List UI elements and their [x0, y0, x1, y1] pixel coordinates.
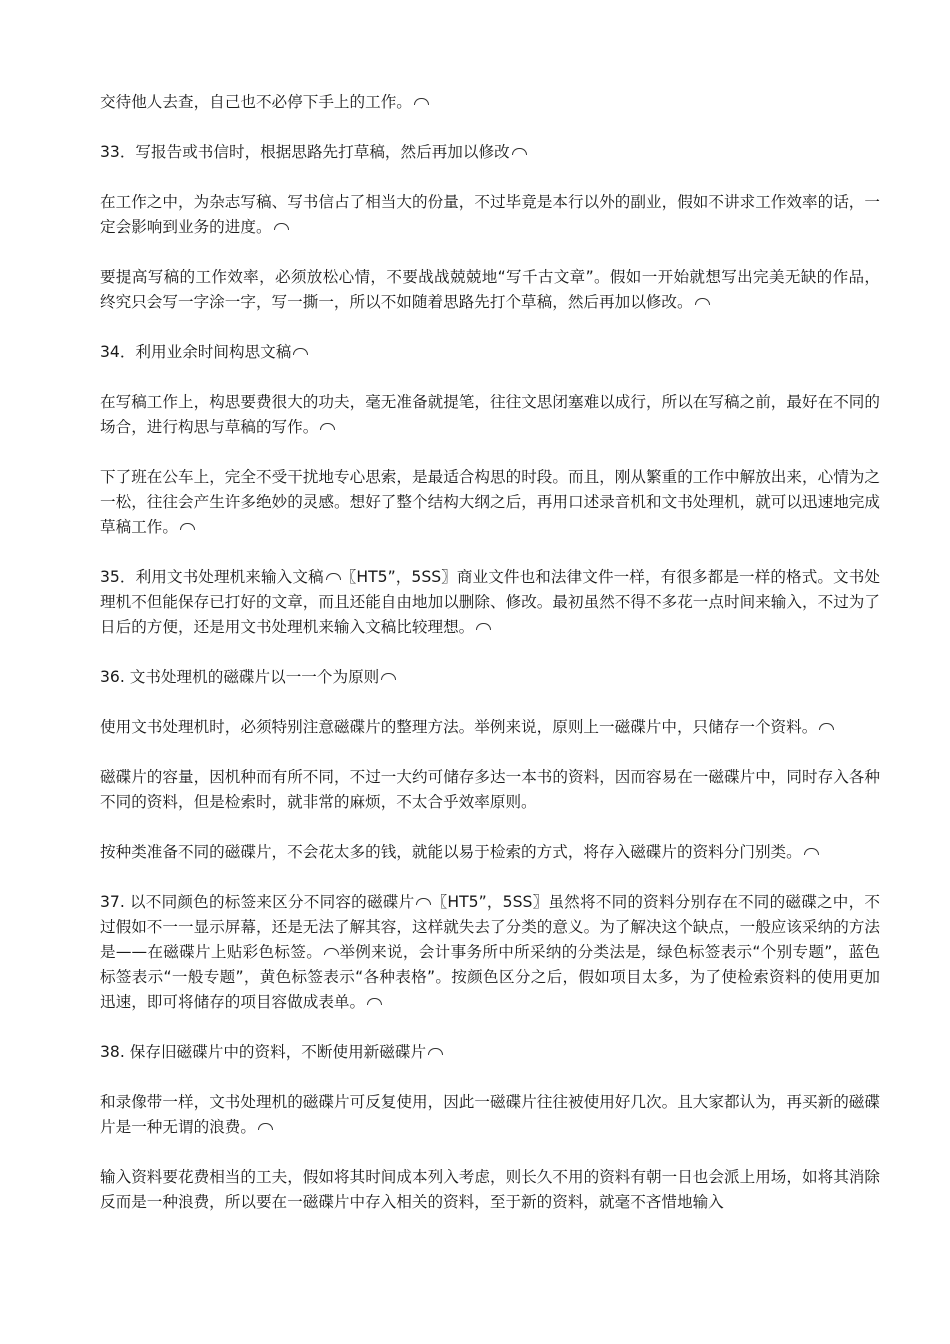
paragraph-mark-icon [258, 1123, 273, 1130]
paragraph-mark-icon [274, 223, 289, 230]
paragraph-text: 举例来说，会计事务所中所采纳的分类法是，绿色标签表示“个别专题”，蓝色标签表示“一般专题”，黄色标签表示“各种表格”。按颜色区分之后，假如项目太多，为了使检索资料的使用更加迅速，即可将储存的项目容做成表单。 [100, 943, 880, 1011]
paragraph [100, 890, 880, 1015]
paragraph [100, 1090, 880, 1140]
paragraph-text: 下了班在公车上，完全不受干扰地专心思索，是最适合构思的时段。而且，刚从繁重的工作中解放出来，心情为之一松，往往会产生许多绝妙的灵感。想好了整个结构大纲之后，再用口述录音机和文书处理机，就可以迅速地完成草稿工作。 [100, 468, 880, 536]
document-page [100, 90, 880, 1240]
section-heading [100, 1040, 880, 1065]
paragraph-text: 使用文书处理机时，必须特别注意磁碟片的整理方法。举例来说，原则上一磁碟片中，只储存一个资料。 [100, 718, 818, 736]
paragraph-text: 在写稿工作上，构思要费很大的功夫，毫无准备就提笔，往往文思闭塞难以成行，所以在写稿之前，最好在不同的场合，进行构思与草稿的写作。 [100, 393, 880, 436]
paragraph-mark-icon [804, 848, 819, 855]
paragraph-text: 〖HT5”，5SS〗虽然将不同的资料分别存在不同的磁碟之中，不过假如不一一显示屏幕，还是无法了解其容，这样就失去了分类的意义。为了解决这个缺点，一般应该采纳的方法是——在磁碟片上贴彩色标签。 [100, 893, 880, 961]
paragraph [100, 840, 880, 865]
paragraph [100, 715, 880, 740]
paragraph-text: 磁碟片的容量，因机种而有所不同，不过一大约可储存多达一本书的资料，因而容易在一磁碟片中，同时存入各种不同的资料，但是检索时，就非常的麻烦，不太合乎效率原则。 [100, 768, 880, 811]
paragraph-mark-icon [293, 348, 308, 355]
paragraph [100, 265, 880, 315]
paragraph [100, 90, 880, 115]
paragraph-text: 和录像带一样，文书处理机的磁碟片可反复使用，因此一磁碟片往往被使用好几次。且大家都认为，再买新的磁碟片是一种无谓的浪费。 [100, 1093, 880, 1136]
paragraph-text: 在工作之中，为杂志写稿、写书信占了相当大的份量，不过毕竟是本行以外的副业，假如不讲求工作效率的话，一定会影响到业务的进度。 [100, 193, 880, 236]
paragraph-mark-icon [819, 723, 834, 730]
paragraph-mark-icon [324, 948, 339, 955]
heading-text: 38. 保存旧磁碟片中的资料，不断使用新磁碟片 [100, 1043, 427, 1061]
paragraph-mark-icon [695, 298, 710, 305]
paragraph-mark-icon [476, 623, 491, 630]
paragraph-mark-icon [512, 148, 527, 155]
section-heading [100, 340, 880, 365]
paragraph [100, 390, 880, 440]
paragraph-mark-icon [414, 98, 429, 105]
paragraph [100, 465, 880, 540]
paragraph [100, 1165, 880, 1215]
paragraph [100, 190, 880, 240]
paragraph-mark-icon [326, 573, 341, 580]
paragraph-mark-icon [320, 423, 335, 430]
section-heading [100, 140, 880, 165]
heading-text: 33．写报告或书信时，根据思路先打草稿，然后再加以修改 [100, 143, 510, 161]
heading-text: 35．利用文书处理机来输入文稿 [100, 568, 324, 586]
section-heading [100, 665, 880, 690]
paragraph-text: 按种类准备不同的磁碟片，不会花太多的钱，就能以易于检索的方式，将存入磁碟片的资料分门别类。 [100, 843, 802, 861]
paragraph-mark-icon [428, 1048, 443, 1055]
heading-text: 34．利用业余时间构思文稿 [100, 343, 292, 361]
paragraph [100, 565, 880, 640]
paragraph-mark-icon [367, 998, 382, 1005]
paragraph-mark-icon [180, 523, 195, 530]
paragraph-text: 交待他人去查，自己也不必停下手上的工作。 [100, 93, 412, 111]
paragraph-mark-icon [381, 673, 396, 680]
heading-text: 37. 以不同颜色的标签来区分不同容的磁碟片 [100, 893, 415, 911]
paragraph-text: 〖HT5”，5SS〗商业文件也和法律文件一样，有很多都是一样的格式。文书处理机不但能保存已打好的文章，而且还能自由地加以删除、修改。最初虽然不得不多花一点时间来输入，不过为了日后的方便，还是用文书处理机来输入文稿比较理想。 [100, 568, 880, 636]
heading-text: 36. 文书处理机的磁碟片以一一个为原则 [100, 668, 380, 686]
paragraph-mark-icon [416, 898, 431, 905]
paragraph-text: 输入资料要花费相当的工夫，假如将其时间成本列入考虑，则长久不用的资料有朝一日也会派上用场，如将其消除反而是一种浪费，所以要在一磁碟片中存入相关的资料，至于新的资料，就毫不吝惜地输入 [100, 1168, 880, 1211]
paragraph [100, 765, 880, 815]
paragraph-text: 要提高写稿的工作效率，必须放松心情，不要战战兢兢地“写千古文章”。假如一开始就想写出完美无缺的作品，终究只会写一字涂一字，写一撕一，所以不如随着思路先打个草稿，然后再加以修改。 [100, 268, 880, 311]
